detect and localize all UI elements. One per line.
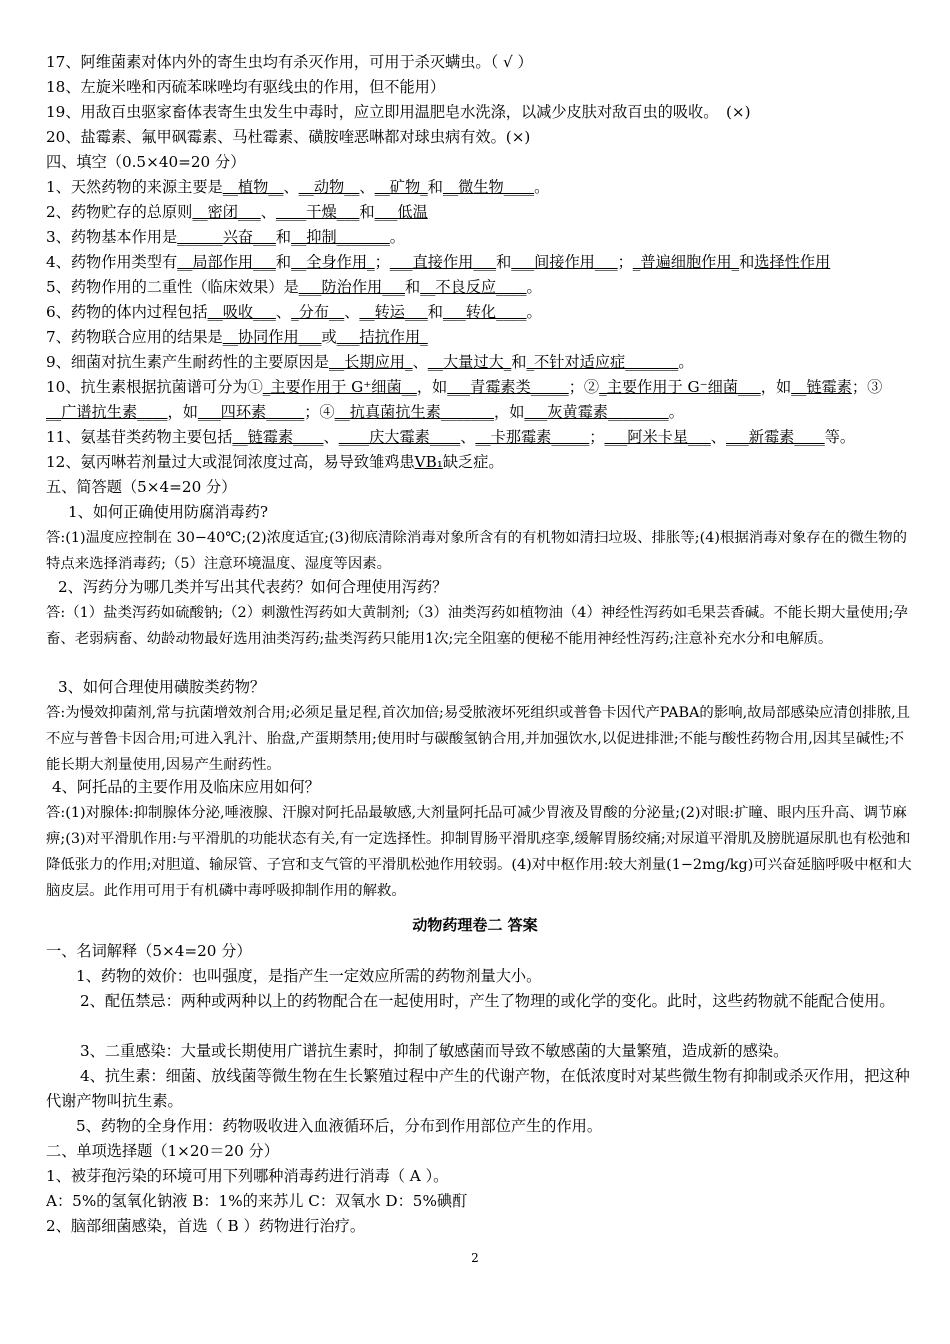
fill-9: 9、细菌对抗生素产生耐药性的主要原因是__长期应用_、__大量过大_和_不针对适应症_______。 bbox=[46, 353, 694, 371]
answer-2: 答:（1）盐类泻药如硫酸钠;（2）刺激性泻药如大黄制剂;（3）油类泻药如植物油（4）神经性泻药如毛果芸香碱。不能长期大量使用;孕畜、老弱病畜、幼龄动物最好选用油类泻药;盐类泻药只能用1次;完全阻塞的便秘不能用神经性泻药;注意补充水分和电解质。 bbox=[46, 605, 908, 647]
fill-2: 2、药物贮存的总原则__密闭___、____干燥___和___低温 bbox=[46, 203, 428, 221]
section-terms-heading: 一、名词解释（5×4=20 分） bbox=[46, 942, 252, 960]
fill-6: 6、药物的体内过程包括__吸收___、_分布__、__转运___和___转化____。 bbox=[46, 303, 542, 321]
choice-1-options: A：5%的氢氧化钠液 B：1%的来苏儿 C：双氧水 D：5%碘酊 bbox=[46, 1192, 468, 1210]
term-3: 3、二重感染：大量或长期使用广谱抗生素时，抑制了敏感菌而导致不敏感菌的大量繁殖，造成新的感染。 bbox=[80, 1042, 789, 1060]
judgment-20: 20、盐霉素、氟甲砜霉素、马杜霉素、磺胺喹恶啉都对球虫病有效。(×) bbox=[46, 128, 531, 146]
term-1: 1、药物的效价：也叫强度，是指产生一定效应所需的药物剂量大小。 bbox=[76, 967, 542, 985]
fill-7: 7、药物联合应用的结果是__协同作用___或___拮抗作用_ bbox=[46, 328, 428, 346]
judgment-19: 19、用敌百虫驱家畜体表寄生虫发生中毒时，应立即用温肥皂水洗涤，以减少皮肤对敌百虫的吸收。 (×) bbox=[46, 103, 751, 121]
term-4: 4、抗生素：细菌、放线菌等微生物在生长繁殖过程中产生的代谢产物，在低浓度时对某些微生物有抑制或杀灭作用，把这种代谢产物叫抗生素。 bbox=[46, 1067, 910, 1110]
fill-3: 3、药物基本作用是______兴奋___和__抑制_______。 bbox=[46, 228, 405, 246]
choice-2: 2、脑部细菌感染，首选（ B ）药物进行治疗。 bbox=[46, 1217, 366, 1235]
fill-10-line2: __广谱抗生素____，如___四环素_____；④__抗真菌抗生素_______，如___灰黄霉素________。 bbox=[46, 403, 684, 421]
fill-5: 5、药物作用的二重性（临床效果）是___防治作用___和__不良反应____。 bbox=[46, 278, 542, 296]
answer-3: 答:为慢效抑菌剂,常与抗菌增效剂合用;必须足量足程,首次加倍;易受脓液坏死组织或普鲁卡因代产PABA的影响,故局部感染应清创排脓,且不应与普鲁卡因合用;可进入乳汁、胎盘,产蛋期禁用;使用时与碳酸氢钠合用,并加强饮水,以促进排泄;不能与酸性药物合用,因其呈碱性;不能长期大剂量使用,因易产生耐药性。 bbox=[46, 705, 911, 773]
answer-1: 答:(1)温度应控制在 30−40℃;(2)浓度适宜;(3)彻底清除消毒对象所含有的有机物如清扫垃圾、排胀等;(4)根据消毒对象存在的微生物的特点来选择消毒药;（5）注意环境温度、湿度等因素。 bbox=[46, 530, 908, 572]
term-2: 2、配伍禁忌：两种或两种以上的药物配合在一起使用时，产生了物理的或化学的变化。此时，这些药物就不能配合使用。 bbox=[80, 992, 895, 1010]
choice-1: 1、被芽孢污染的环境可用下列哪种消毒药进行消毒（ A ）。 bbox=[46, 1167, 449, 1185]
question-2: 2、泻药分为哪几类并写出其代表药？如何合理使用泻药？ bbox=[58, 578, 448, 596]
judgment-18: 18、左旋米唑和丙硫苯咪唑均有驱线虫的作用，但不能用） bbox=[46, 78, 446, 96]
question-1: 1、如何正确使用防腐消毒药? bbox=[68, 503, 269, 521]
judgment-17: 17、阿维菌素对体内外的寄生虫均有杀灭作用，可用于杀灭螨虫。（ √ ） bbox=[46, 53, 533, 71]
fill-1: 1、天然药物的来源主要是__植物__、__动物__、__矿物_和__微生物____。 bbox=[46, 178, 550, 196]
page-number: 2 bbox=[471, 1251, 479, 1265]
fill-4: 4、药物作用类型有__局部作用___和__全身作用_；___直接作用___和___间接作用___；_普遍细胞作用_和选择性作用 bbox=[46, 253, 831, 271]
term-5: 5、药物的全身作用：药物吸收进入血液循环后，分布到作用部位产生的作用。 bbox=[76, 1117, 603, 1135]
section-choice-heading: 二、单项选择题（1×20＝20 分） bbox=[46, 1142, 279, 1160]
fill-11: 11、氨基苷类药物主要包括__链霉素____、____庆大霉素____、__卡那霉素_____；___阿米卡星___、___新霉素____等。 bbox=[46, 428, 856, 446]
question-4: 4、阿托品的主要作用及临床应用如何？ bbox=[52, 778, 320, 796]
fill-10-line1: 10、抗生素根据抗菌谱可分为①_主要作用于 G⁺细菌__，如___青霉素类_____；②_主要作用于 G⁻细菌___，如__链霉素；③ bbox=[46, 378, 883, 396]
section-fill-blank-heading: 四、填空（0.5×40=20 分） bbox=[46, 153, 246, 171]
fill-12: 12、氨丙啉若剂量过大或混饲浓度过高，易导致雏鸡患VB₁缺乏症。 bbox=[46, 453, 504, 471]
exam-2-title: 动物药理卷二 答案 bbox=[412, 916, 538, 934]
answer-4: 答:(1)对腺体:抑制腺体分泌,唾液腺、汗腺对阿托品最敏感,大剂量阿托品可减少胃液及胃酸的分泌量;(2)对眼:扩瞳、眼内压升高、调节麻痹;(3)对平滑肌作用:与平滑肌的功能状态有关,有一定选择性。抑制胃肠平滑肌痉挛,缓解胃肠绞痛;对尿道平滑肌及膀胱逼尿肌也有松弛和降低张力的作用;对胆道、输尿管、子宫和支气管的平滑肌松弛作用较弱。(4)对中枢作用:较大剂量(1−2mg/kg)可兴奋延脑呼吸中枢和大脑皮层。此作用可用于有机磷中毒呼吸抑制作用的解救。 bbox=[46, 805, 912, 899]
section-short-answer-heading: 五、简答题（5×4=20 分） bbox=[46, 478, 237, 496]
question-3: 3、如何合理使用磺胺类药物？ bbox=[58, 678, 266, 696]
